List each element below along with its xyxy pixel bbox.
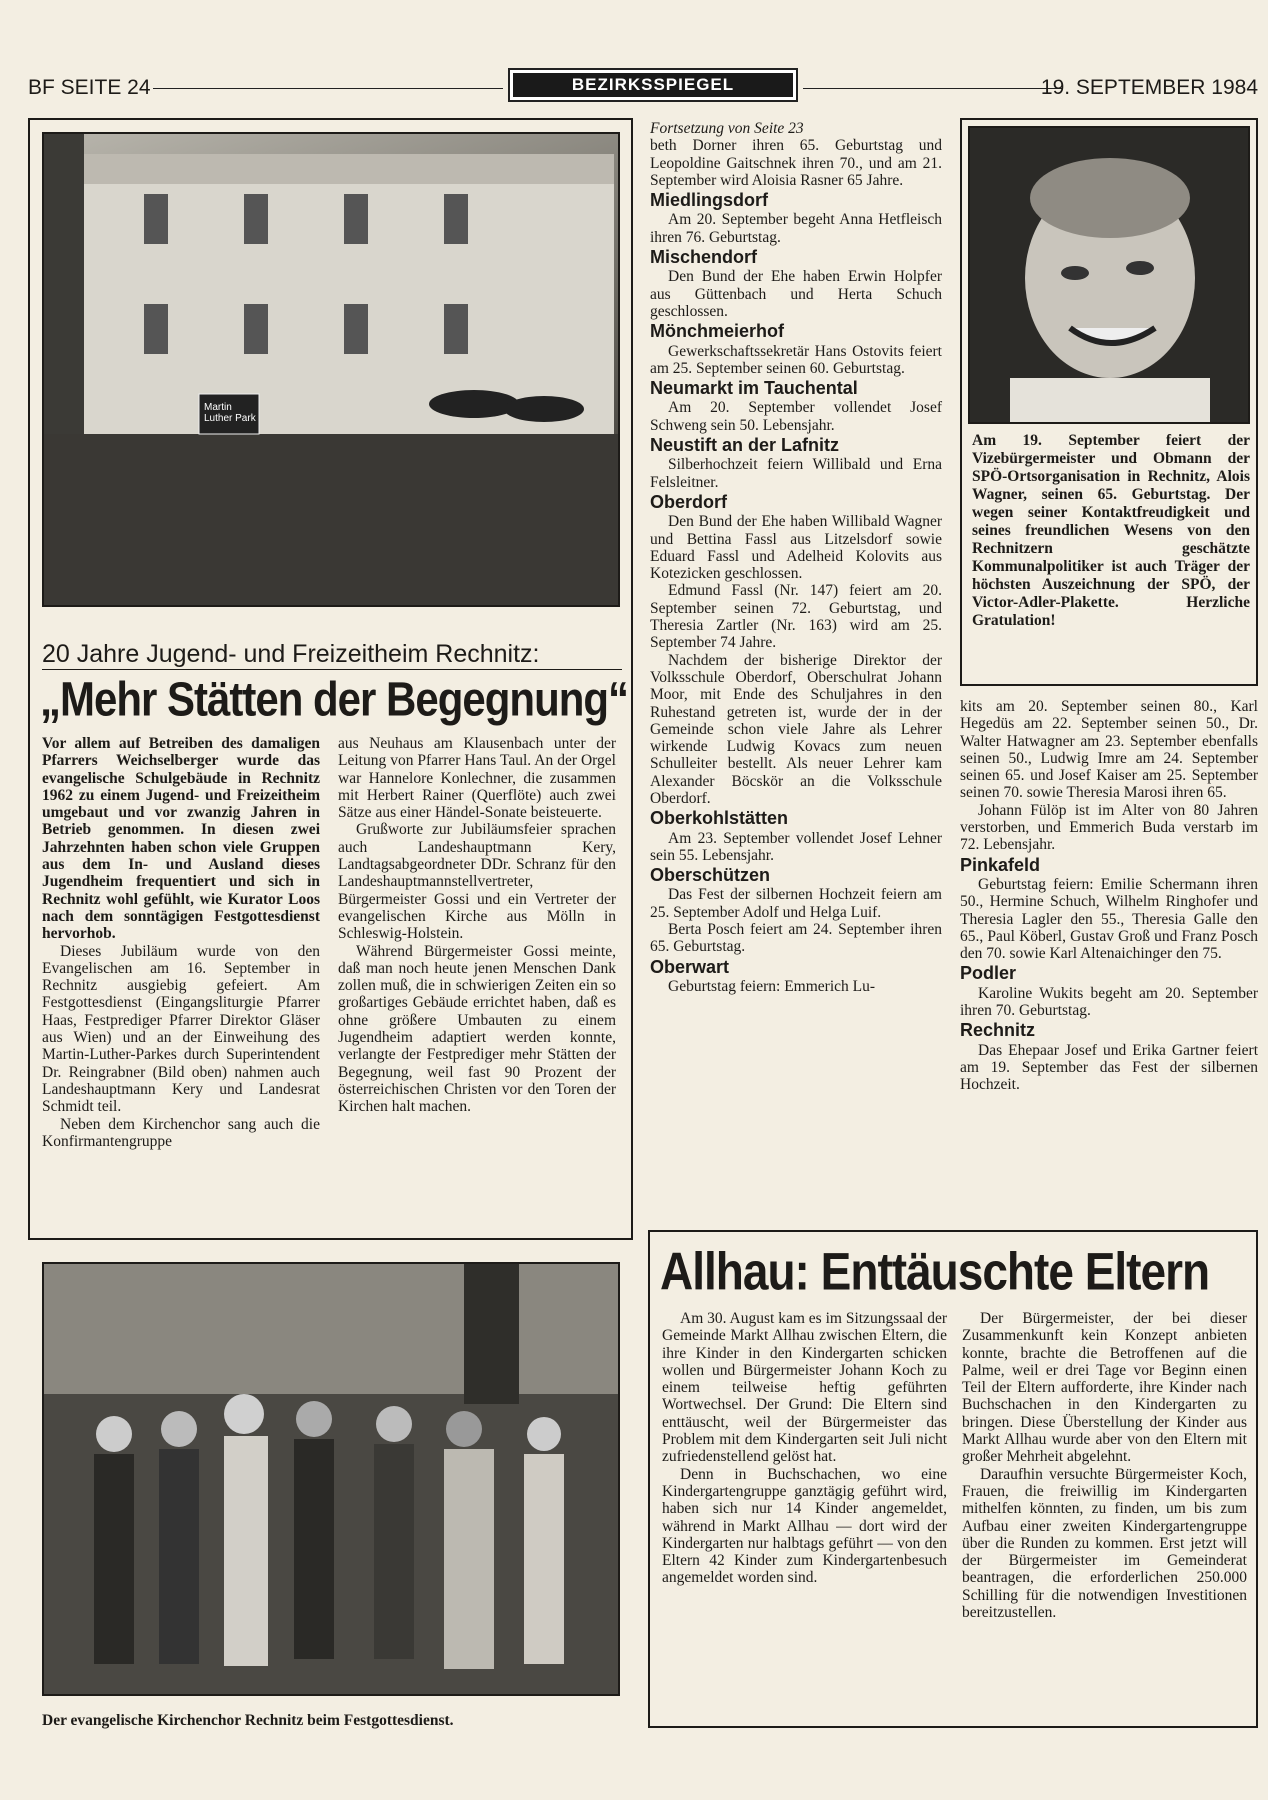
news-column: [650, 120, 942, 995]
news-item: Gewerkschaftssekretär Hans Ostovits feiert am 25. September seinen 60. Geburtstag.: [650, 342, 942, 377]
news-item: Am 20. September begeht Anna Hetfleisch ihren 76. Geburtstag.: [650, 211, 942, 246]
news-item: Silberhochzeit feiern Willibald und Erna Felsleitner.: [650, 456, 942, 491]
building-illustration: [44, 134, 618, 605]
place-heading: Oberwart: [650, 956, 730, 977]
news-item: kits am 20. September seinen 80., Karl Hegedüs am 22. September seinen 50., Dr. Walter Hatwagner am 23. September ebenfalls seinen 50., Ludwig Imre am 24. September seinen 65. und Josef Kaiser am 25. September seinen 70. sowie Theresia Marosi ihren 65.: [960, 698, 1258, 802]
news-item: Das Fest der silbernen Hochzeit feiern am 25. September Adolf und Helga Luif.: [650, 886, 942, 921]
header-rule-right: [803, 88, 1063, 89]
header-rule-left: [153, 88, 503, 89]
page-header: [28, 68, 1258, 108]
news-intro: beth Dorner ihren 65. Geburtstag und Leopoldine Gaitschnek ihren 70., und am 21. September wird Aloisia Rasner 65 Jahre.: [650, 137, 942, 189]
article-paragraph: aus Neuhaus am Klausenbach unter der Leitung von Pfarrer Hans Taul. An der Orgel war Hannelore Konlechner, die zusammen mit Herbert Rainer (Querflöte) auch zwei Sätze aus einer Händel-Sonate beisteuerte.: [338, 735, 616, 822]
article-subtitle: 20 Jahre Jugend- und Freizeitheim Rechnitz:: [42, 640, 540, 668]
photo-building-park: [42, 132, 620, 607]
portrait-illustration: [970, 128, 1248, 422]
continuation-note: Fortsetzung von Seite 23: [650, 120, 804, 137]
place-heading: Mischendorf: [650, 247, 758, 268]
place-heading: Rechnitz: [960, 1020, 1036, 1041]
section-label: BEZIRKSSPIEGEL: [513, 73, 793, 97]
article-lead: Vor allem auf Betreiben des damaligen Pfarrers Weichselberger wurde das evangelische Schulgebäude in Rechnitz 1962 zu einem Jugend- und Freizeitheim umgebaut und vor zwanzig Jahren in Betrieb genommen. In diesen zwei Jahrzehnten haben schon viele Gruppen aus dem In- und Ausland dieses Jugendheim frequentiert und sich in Rechnitz wohl gefühlt, wie Kurator Loos nach dem sonntägigen Festgottesdienst hervorhob.: [42, 735, 320, 943]
news-item: Edmund Fassl (Nr. 147) feiert am 20. September seinen 72. Geburtstag, und Theresia Zartler (Nr. 163) wird am 25. September 74 Jahre.: [650, 582, 942, 652]
article-paragraph: Neben dem Kirchenchor sang auch die Konfirmantengruppe: [42, 1115, 320, 1150]
photo-caption-choir: Der evangelische Kirchenchor Rechnitz beim Festgottesdienst.: [42, 1712, 454, 1729]
news-item: Geburtstag feiern: Emmerich Lu-: [668, 977, 876, 995]
article-paragraph: Grußworte zur Jubiläumsfeier sprachen auch Landeshauptmann Kery, Landtagsabgeordneter DDr. Schranz für den Landeshauptmannstellvertreter, Bürgermeister Gossi und ein Vertreter der evangelischen Kirche aus Mölln in Schleswig-Holstein.: [338, 821, 616, 943]
allhau-column-2: [962, 1310, 1247, 1621]
place-heading: Mönchmeierhof: [650, 321, 785, 342]
place-heading: Neumarkt im Tauchental: [650, 378, 858, 399]
article-paragraph: Denn in Buchschachen, wo eine Kindergartengruppe ganztägig geführt wird, haben sich nur 14 Kinder angemeldet, während in Markt Allhau — dort wird der Kindergarten nur halbtags geführt — von den Eltern 42 Kinder zum Kindergartenbesuch angemeldet worden sind.: [662, 1465, 947, 1587]
photo-caption-portrait: Am 19. September feiert der Vizebürgermeister und Obmann der SPÖ-Ortsorganisation in Rechnitz, Alois Wagner, seinen 65. Geburtstag. Der wegen seiner Kontaktfreudigkeit und seines freundlichen Wesens von den Rechnitzern geschätzte Kommunalpolitiker ist auch Träger der höchsten Auszeichnung der SPÖ, der Victor-Adler-Plakette. Herzliche Gratulation!: [972, 432, 1250, 629]
news-item: Den Bund der Ehe haben Willibald Wagner und Bettina Fassl aus Litzelsdorf sowie Eduard Fassl und Adelheid Kolovits aus Kotezicken geschlossen.: [650, 513, 942, 583]
place-heading: Neustift an der Lafnitz: [650, 435, 840, 456]
news-column-right: [960, 698, 1258, 1094]
article-paragraph: Daraufhin versuchte Bürgermeister Koch, Frauen, die freiwillig im Kindergarten mithelfen könnten, zu finden, um bis zum Aufbau einer zweiten Kindergartengruppe über die Runden zu kommen. Erst jetzt will der Bürgermeister im Gemeinderat beantragen, die erforderlichen 250.000 Schilling für die notwendigen Investitionen bereitzustellen.: [962, 1465, 1247, 1622]
page-number: BF SEITE 24: [28, 76, 151, 99]
choir-illustration: [44, 1264, 618, 1694]
place-heading: Miedlingsdorf: [650, 190, 768, 211]
news-item: Das Ehepaar Josef und Erika Gartner feiert am 19. September das Fest der silbernen Hochzeit.: [960, 1041, 1258, 1094]
photo-portrait: [968, 126, 1250, 424]
section-label-box: [508, 68, 798, 102]
article-paragraph: Während Bürgermeister Gossi meinte, daß man noch heute jenen Menschen Dank zollen muß, die in schwierigen Zeiten ein so großartiges Gebäude errichtet haben, daß es ohne größere Umbauten zu einem Jugendheim adaptiert werden konnte, verlangte der Festprediger mehr Stätten der Begegnung, weil fast 90 Prozent der österreichischen Christen vor den Toren der Kirchen halt machen.: [338, 942, 616, 1116]
news-item: Berta Posch feiert am 24. September ihren 65. Geburtstag.: [650, 921, 942, 956]
news-item: Den Bund der Ehe haben Erwin Holpfer aus Güttenbach und Herta Schuch geschlossen.: [650, 268, 942, 320]
article-headline: „Mehr Stätten der Begegnung“: [40, 672, 629, 727]
news-item: Am 23. September vollendet Josef Lehner sein 55. Lebensjahr.: [650, 829, 942, 864]
news-item: Karoline Wukits begeht am 20. September ihren 70. Geburtstag.: [960, 984, 1258, 1020]
allhau-column-1: [662, 1310, 947, 1587]
article-column-2: [338, 735, 616, 1116]
park-sign: Martin Luther Park: [204, 402, 256, 424]
issue-date: 19. SEPTEMBER 1984: [1040, 76, 1258, 99]
article-paragraph: Der Bürgermeister, der bei dieser Zusammenkunft kein Konzept anbieten konnte, brachte die Betroffenen auf die Palme, weil er drei Tage vor Beginn einen Teil der Eltern aufforderte, ihre Kinder nach Buchschachen in den Kindergarten zu bringen. Diese Überstellung der Kinder aus Markt Allhau wurde aber von den Eltern mit großer Mehrheit abgelehnt.: [962, 1310, 1247, 1466]
subtitle-rule: [42, 669, 622, 670]
place-heading: Oberkohlstätten: [650, 808, 789, 829]
article-paragraph: Dieses Jubiläum wurde von den Evangelischen am 16. September in Rechnitz ausgiebig gefeiert. Am Festgottesdienst (Eingangsliturgie Pfarrer Haas, Festprediger Pfarrer Direktor Gläser aus Wien) und an der Einweihung des Martin-Luther-Parkes durch Superintendent Dr. Reingrabner (Bild oben) nahmen auch Landeshauptmann Kery und Landesrat Schmidt teil.: [42, 942, 320, 1116]
news-item: Nachdem der bisherige Direktor der Volksschule Oberdorf, Oberschulrat Johann Moor, mit Ende des Schuljahres in den Ruhestand getreten ist, wurde der in der Gemeinde schon viele Jahre als Lehrer wirkende Ludwig Kovacs zum neuen Schulleiter bestellt. Als neuer Lehrer kam Alexander Böcskör an die Volksschule Oberdorf.: [650, 651, 942, 807]
place-heading: Podler: [960, 963, 1017, 984]
news-item: Johann Fülöp ist im Alter von 80 Jahren verstorben, und Emmerich Buda verstarb im 72. Lebensjahr.: [960, 801, 1258, 854]
article-column-1: [42, 735, 320, 1150]
news-item: Geburtstag feiern: Emilie Schermann ihren 50., Hermine Schuch, Wilhelm Ringhofer und Theresia Lagler den 55., Theresia Galle den 65., Paul Köberl, Gustav Groß und Franz Posch den 70. sowie Karl Altenaichinger den 75.: [960, 875, 1258, 963]
place-heading: Oberdorf: [650, 491, 728, 512]
article-paragraph: Am 30. August kam es im Sitzungssaal der Gemeinde Markt Allhau zwischen Eltern, die ihre Kinder in den Kindergarten schicken wollen und Bürgermeister Johann Koch zu einem teilweise heftig geführten Wortwechsel. Der Grund: Die Eltern sind enttäuscht, weil der Bürgermeister das Problem mit dem Kindergarten seit Juli nicht zufriedenstellend gelöst hat.: [662, 1310, 947, 1466]
place-heading: Oberschützen: [650, 865, 771, 886]
allhau-headline: Allhau: Enttäuschte Eltern: [660, 1241, 1210, 1301]
photo-choir: [42, 1262, 620, 1696]
place-heading: Pinkafeld: [960, 854, 1041, 875]
news-item: Am 20. September vollendet Josef Schweng sein 50. Lebensjahr.: [650, 399, 942, 434]
